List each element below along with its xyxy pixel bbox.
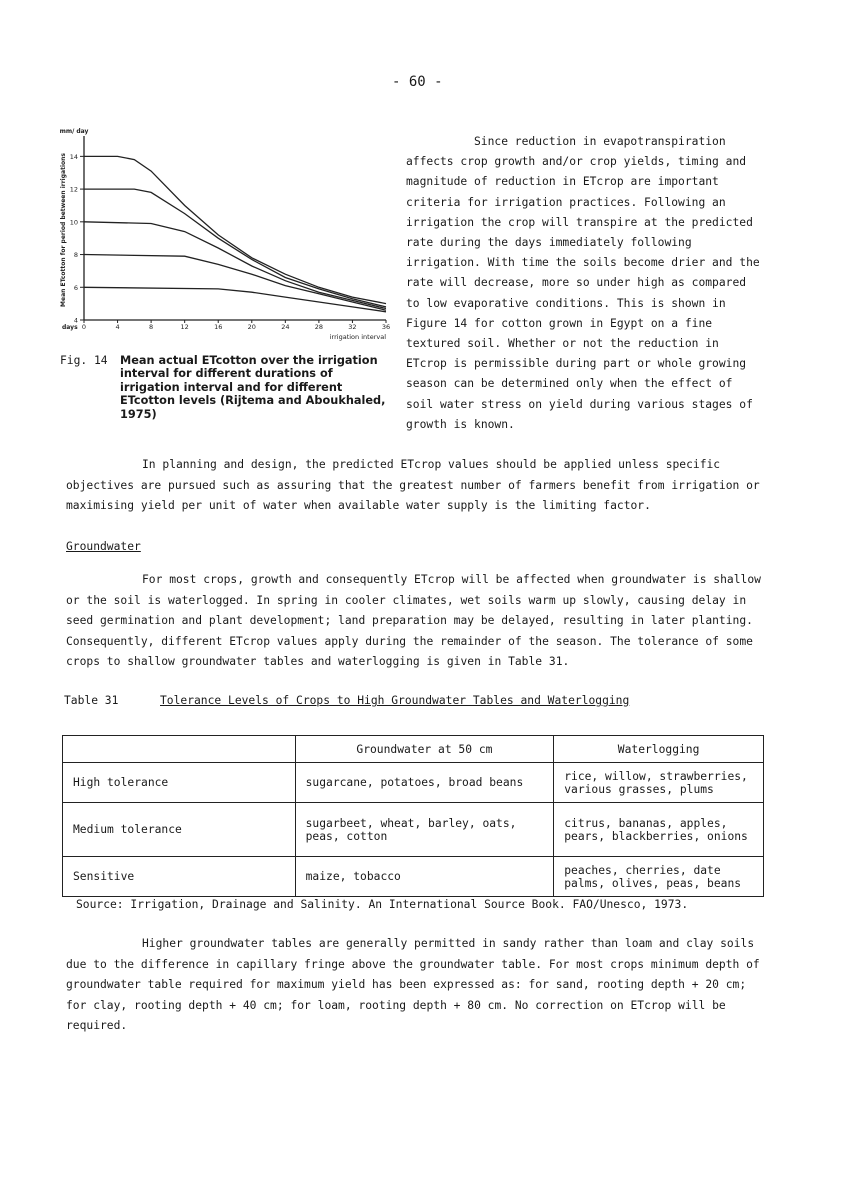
page-number: - 60 - <box>392 74 443 90</box>
table-header-cell <box>63 736 296 763</box>
x-tick-label: 8 <box>149 323 154 331</box>
x-tick-label: 28 <box>314 323 324 331</box>
paragraph-groundwater: For most crops, growth and consequently ETcrop will be affected when groundwater is shallow or the soil is waterlogged. In spring in cooler climates, wet soils warm up slowly, causing delay in seed germination and plant development; land preparation may be delayed, resulting in later planting. Consequently, different ETcrop values apply during the remainder of the season. The tolerance of some crops to shallow groundwater tables and waterlogging is given in Table 31. <box>66 573 761 669</box>
x-tick-label: 12 <box>180 323 189 331</box>
table-cell: High tolerance <box>63 763 296 803</box>
table-row <box>63 857 764 897</box>
x-tick-label: 16 <box>214 323 223 331</box>
x-tick-label: 36 <box>381 323 391 331</box>
table-caption <box>64 694 630 707</box>
paragraph-groundwater-block <box>66 570 766 673</box>
paragraph-final-block <box>66 934 766 1037</box>
table-label: Table 31 <box>64 694 119 707</box>
table-row <box>63 763 764 803</box>
table-cell: rice, willow, strawberries, various grasses, plums <box>554 763 764 803</box>
x-tick-label: 0 <box>81 323 87 331</box>
table-source: Source: Irrigation, Drainage and Salinity. An International Source Book. FAO/Unesco, 1973. <box>76 898 689 911</box>
x-tick-label: 20 <box>247 323 256 331</box>
paragraph-reduction: Since reduction in evapotranspiration affects crop growth and/or crop yields, timing and magnitude of reduction in ETcrop are important criteria for irrigation practices. Following an irrigation the crop will transpire at the predicted rate during the days immediately following irrigation. With time the soils become drier and the rate will decrease, more so under high as compared to low evaporative conditions. This is shown in Figure 14 for cotton grown in Egypt on a fine textured soil. Whether or not the reduction in ETcrop is permissible during part or whole growing season can be determined only when the effect of soil water stress on yield during various stages of growth is known. <box>406 135 760 431</box>
figure-label: Fig. 14 <box>60 354 108 367</box>
y-unit-label: mm/ day <box>59 128 89 135</box>
table-cell: Medium tolerance <box>63 803 296 857</box>
paragraph-planning-block <box>66 455 766 517</box>
series-line-4 <box>84 255 386 311</box>
table-cell: maize, tobacco <box>295 857 554 897</box>
table-header-cell: Groundwater at 50 cm <box>295 736 554 763</box>
table-title: Tolerance Levels of Crops to High Groundwater Tables and Waterlogging <box>160 694 630 707</box>
y-tick-label: 14 <box>69 152 78 161</box>
y-tick-label: 4 <box>73 316 78 325</box>
y-tick-label: 10 <box>69 218 78 227</box>
table-cell: peaches, cherries, date palms, olives, peas, beans <box>554 857 764 897</box>
x-axis-label: irrigation interval <box>329 333 386 341</box>
figure-caption-text: Mean actual ETcotton over the irrigation interval for different durations of irrigation interval and for different ETcotton levels (Rijtema and Aboukhaled, 1975) <box>120 354 386 421</box>
paragraph-planning: In planning and design, the predicted ETcrop values should be applied unless specific objectives are pursued such as assuring that the greatest number of farmers benefit from irrigation or maximising yield per unit of water when available water supply is the limiting factor. <box>66 458 760 513</box>
right-column-text <box>406 132 766 435</box>
table-cell: sugarcane, potatoes, broad beans <box>295 763 554 803</box>
x-axis-prefix: days <box>62 324 78 331</box>
tolerance-table <box>62 735 764 897</box>
table-cell: sugarbeet, wheat, barley, oats, peas, cotton <box>295 803 554 857</box>
y-tick-label: 6 <box>73 283 78 292</box>
table-cell: citrus, bananas, apples, pears, blackberries, onions <box>554 803 764 857</box>
table-header-cell: Waterlogging <box>554 736 764 763</box>
y-tick-label: 8 <box>73 251 78 260</box>
series-line-2 <box>84 189 386 307</box>
x-tick-label: 4 <box>115 323 120 331</box>
series-line-1 <box>84 156 386 303</box>
table-cell: Sensitive <box>63 857 296 897</box>
x-tick-label: 32 <box>348 323 357 331</box>
paragraph-final: Higher groundwater tables are generally permitted in sandy rather than loam and clay soils due to the difference in capillary fringe above the groundwater table. For most crops minimum depth of groundwater table required for maximum yield has been expressed as: for sand, rooting depth + 20 cm; for clay, rooting depth + 40 cm; for loam, rooting depth + 80 cm. No correction on ETcrop will be required. <box>66 937 760 1033</box>
y-tick-label: 12 <box>69 185 78 194</box>
table-header-row <box>63 736 764 763</box>
y-axis-label: Mean ETcotton for period between irrigations <box>60 153 67 307</box>
heading-groundwater: Groundwater <box>66 540 141 553</box>
table-row <box>63 803 764 857</box>
x-tick-label: 24 <box>281 323 290 331</box>
figure-14-chart <box>54 124 404 346</box>
